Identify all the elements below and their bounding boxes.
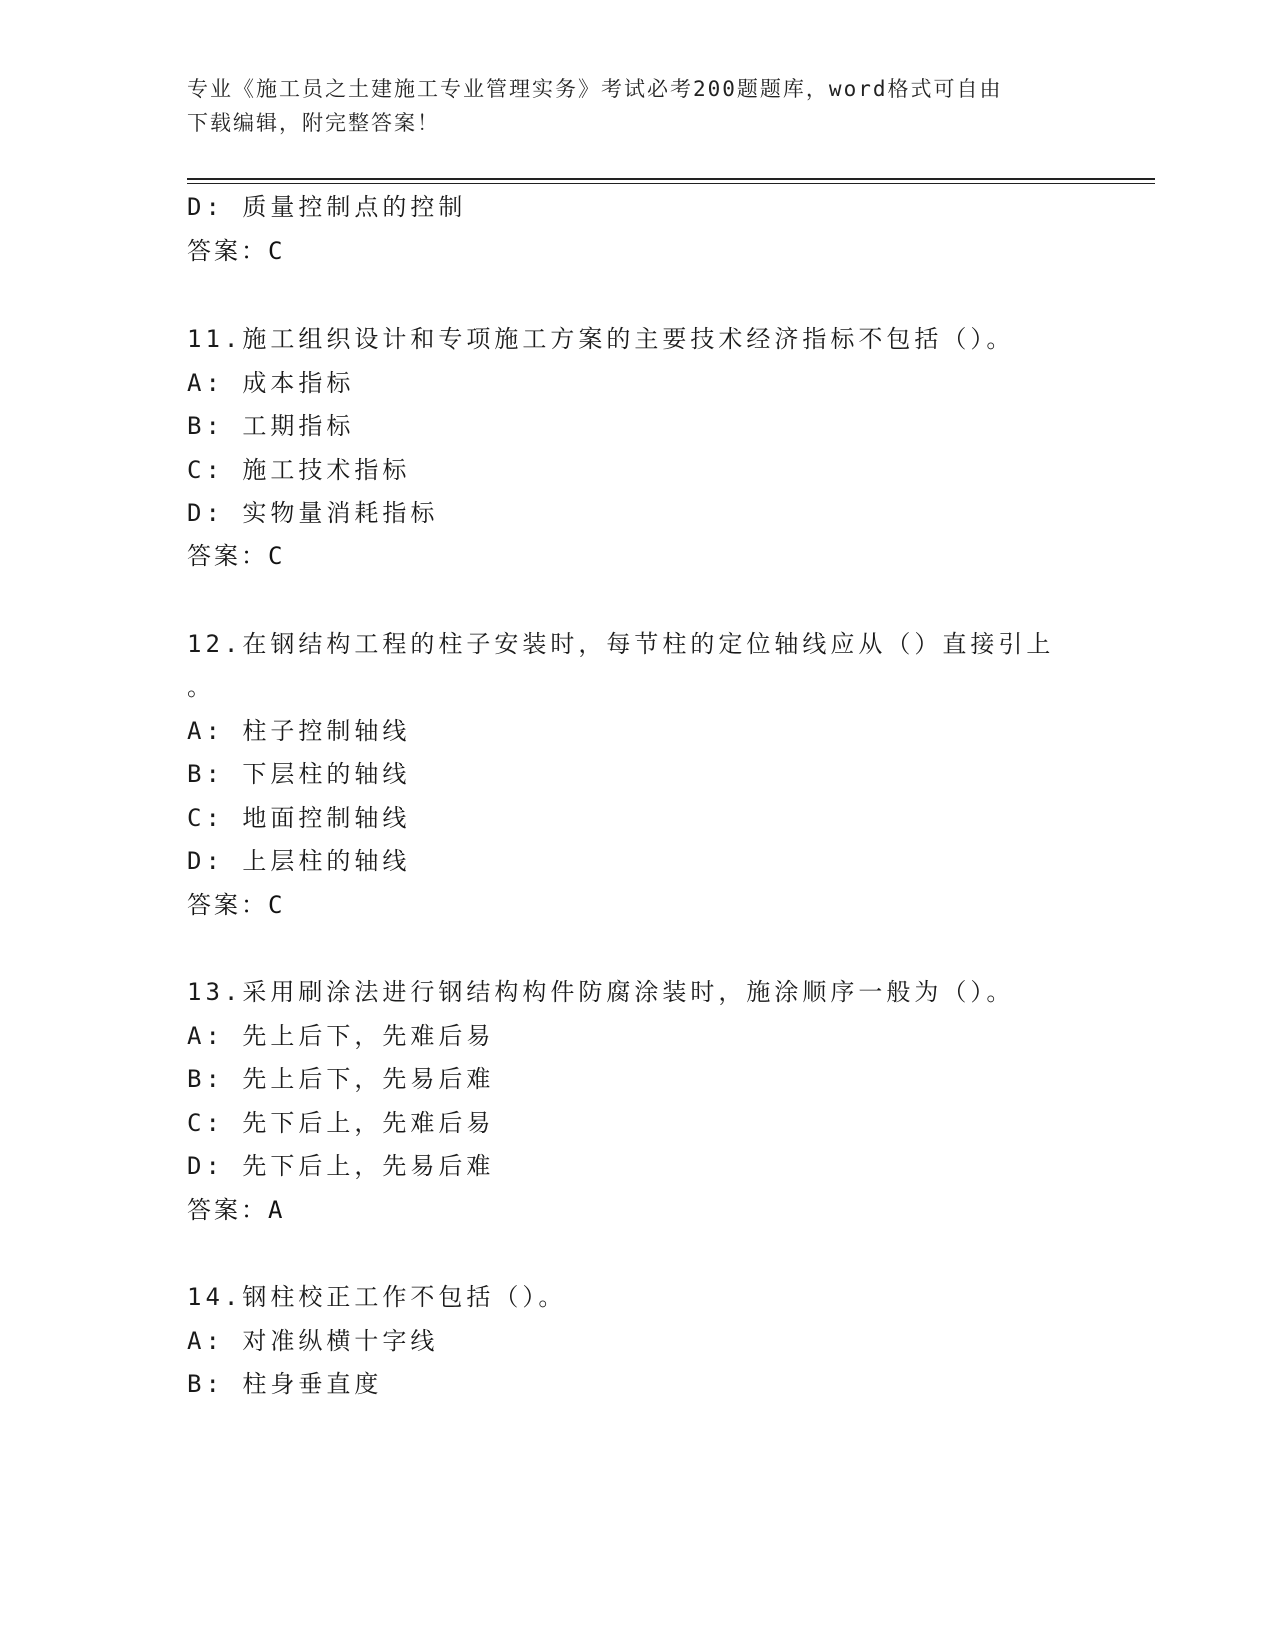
answer-value: A [268, 1196, 286, 1224]
header-divider-thin [187, 183, 1155, 184]
question-14-stem: 14.钢柱校正工作不包括（）。 [187, 1283, 567, 1311]
document-header [187, 72, 1067, 140]
question-13-answer [187, 1195, 285, 1225]
question-11-answer [187, 541, 285, 571]
answer-label: 答案： [187, 237, 268, 265]
question-13-option-d: D: 先下后上，先易后难 [187, 1152, 495, 1180]
question-12-option-a: A: 柱子控制轴线 [187, 717, 411, 745]
question-13-stem: 13.采用刷涂法进行钢结构构件防腐涂装时，施涂顺序一般为（）。 [187, 978, 1015, 1006]
question-11-option-a: A: 成本指标 [187, 369, 355, 397]
question-13-option-b: B: 先上后下，先易后难 [187, 1065, 495, 1093]
answer-value: C [268, 237, 286, 265]
answer-value: C [268, 542, 286, 570]
question-11-option-c: C: 施工技术指标 [187, 456, 411, 484]
question-11-option-d: D: 实物量消耗指标 [187, 499, 439, 527]
question-12-option-b: B: 下层柱的轴线 [187, 760, 411, 788]
answer-label: 答案： [187, 1196, 268, 1224]
answer-label: 答案： [187, 542, 268, 570]
prev-answer [187, 236, 285, 266]
question-12-stem: 12.在钢结构工程的柱子安装时，每节柱的定位轴线应从（）直接引上 [187, 630, 1055, 658]
question-11-option-b: B: 工期指标 [187, 412, 355, 440]
prev-option-d: D: 质量控制点的控制 [187, 193, 467, 221]
question-12-option-d: D: 上层柱的轴线 [187, 847, 411, 875]
question-12-option-c: C: 地面控制轴线 [187, 804, 411, 832]
header-line-1: 专业《施工员之土建施工专业管理实务》考试必考200题题库，word格式可自由 [187, 77, 1003, 101]
question-12-stem-continuation: 。 [187, 673, 215, 701]
answer-label: 答案： [187, 891, 268, 919]
header-line-2: 下载编辑，附完整答案！ [187, 111, 440, 135]
question-14-option-a: A: 对准纵横十字线 [187, 1327, 439, 1355]
header-divider-thick [187, 178, 1155, 180]
question-13-option-c: C: 先下后上，先难后易 [187, 1109, 495, 1137]
answer-value: C [268, 891, 286, 919]
question-13-option-a: A: 先上后下，先难后易 [187, 1022, 495, 1050]
question-14-option-b: B: 柱身垂直度 [187, 1370, 383, 1398]
question-11-stem: 11.施工组织设计和专项施工方案的主要技术经济指标不包括（）。 [187, 325, 1015, 353]
question-12-answer [187, 890, 285, 920]
